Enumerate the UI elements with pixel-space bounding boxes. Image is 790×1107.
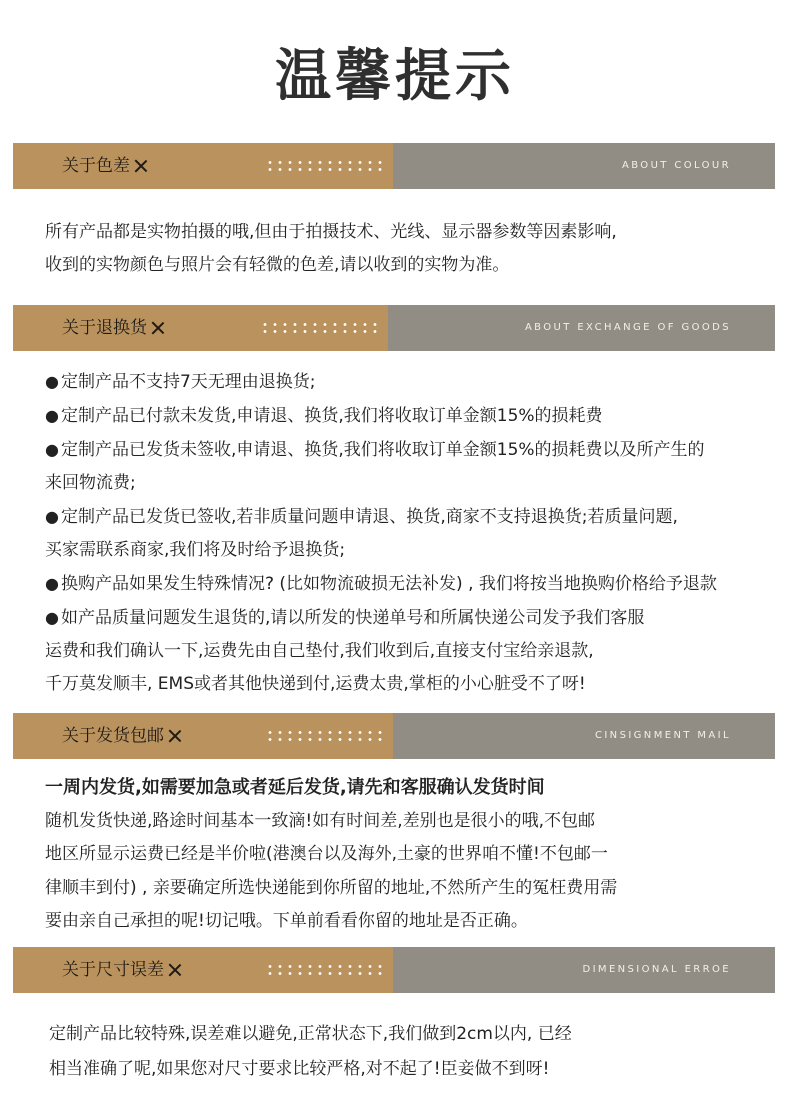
banner-gray-block — [388, 305, 775, 351]
banner-english-label: ABOUT COLOUR — [621, 160, 731, 171]
bullet-icon: ● — [45, 608, 59, 627]
banner-label — [62, 713, 182, 759]
banner-label — [62, 305, 165, 351]
text-line: 要由亲自己承担的呢!切记哦。下单前看看你留的地址是否正确。 — [45, 911, 528, 931]
list-item — [45, 399, 717, 433]
banner-label — [62, 947, 182, 993]
section-colour-text — [45, 216, 617, 281]
banner-label-text: 关于退换货 — [62, 318, 147, 338]
bullet-icon: ● — [45, 406, 59, 425]
list-item-text: 定制产品已发货已签收,若非质量问题申请退、换货,商家不支持退换货;若质量问题, — [60, 507, 678, 527]
banner-label — [62, 143, 148, 189]
shipping-heading: 一周内发货,如需要加急或者延后发货,请先和客服确认发货时间 — [45, 777, 545, 798]
bullet-icon: ● — [45, 574, 59, 593]
section-exchange-text — [45, 365, 717, 701]
text-line: 地区所显示运费已经是半价啦(港澳台以及海外,土豪的世界咱不懂!不包邮一 — [45, 844, 608, 864]
banner-gray-block — [393, 713, 775, 759]
bullet-icon: ● — [45, 440, 59, 459]
text-line: 定制产品比较特殊,误差难以避免,正常状态下,我们做到2cm以内, 已经 — [49, 1024, 572, 1044]
dots-decoration — [260, 321, 380, 335]
close-x-icon — [134, 159, 148, 173]
banner-label-text: 关于色差 — [62, 156, 130, 176]
list-item — [45, 433, 717, 467]
text-line: 运费和我们确认一下,运费先由自己垫付,我们收到后,直接支付宝给亲退款, — [45, 641, 594, 661]
banner-gold-block — [13, 713, 393, 759]
banner-gray-block — [393, 143, 775, 189]
section-banner-shipping — [13, 713, 775, 759]
banner-label-text: 关于发货包邮 — [62, 726, 164, 746]
list-item-text: 定制产品已发货未签收,申请退、换货,我们将收取订单金额15%的损耗费以及所产生的 — [60, 440, 705, 460]
list-item-text: 换购产品如果发生特殊情况? (比如物流破损无法补发) , 我们将按当地换购价格给予退款 — [60, 574, 717, 594]
banner-gray-block — [393, 947, 775, 993]
text-line: 买家需联系商家,我们将及时给予退换货; — [45, 540, 346, 560]
text-line: 律顺丰到付) , 亲要确定所选快递能到你所留的地址,不然所产生的冤枉费用需 — [45, 877, 618, 898]
banner-gold-block — [13, 947, 393, 993]
list-item — [45, 601, 717, 635]
list-item — [45, 567, 717, 601]
section-banner-dimensions — [13, 947, 775, 993]
close-x-icon — [168, 963, 182, 977]
dots-decoration — [265, 729, 385, 743]
bullet-icon: ● — [45, 507, 59, 526]
list-item — [45, 500, 717, 534]
section-shipping-text — [45, 771, 617, 939]
text-line: 千万莫发顺丰, EMS或者其他快递到付,运费太贵,掌柜的小心脏受不了呀! — [45, 674, 586, 694]
bullet-icon: ● — [45, 372, 59, 391]
text-line: 相当准确了呢,如果您对尺寸要求比较严格,对不起了!臣妾做不到呀! — [49, 1059, 550, 1079]
list-item-text: 定制产品已付款未发货,申请退、换货,我们将收取订单金额15%的损耗费 — [60, 406, 603, 426]
banner-english-label: DIMENSIONAL ERROE — [582, 964, 731, 975]
text-line: 所有产品都是实物拍摄的哦,但由于拍摄技术、光线、显示器参数等因素影响, — [45, 222, 617, 242]
banner-label-text: 关于尺寸误差 — [62, 960, 164, 980]
section-banner-colour — [13, 143, 775, 189]
close-x-icon — [168, 729, 182, 743]
banner-english-label: CINSIGNMENT MAIL — [594, 730, 731, 741]
list-item — [45, 365, 717, 399]
list-item-text: 定制产品不支持7天无理由退换货; — [60, 372, 316, 392]
close-x-icon — [151, 321, 165, 335]
banner-gold-block — [13, 305, 388, 351]
banner-gold-block — [13, 143, 393, 189]
banner-english-label: ABOUT EXCHANGE OF GOODS — [524, 322, 731, 333]
text-line: 收到的实物颜色与照片会有轻微的色差,请以收到的实物为准。 — [45, 254, 510, 275]
text-line: 来回物流费; — [45, 473, 136, 493]
text-line: 随机发货快递,路途时间基本一致滴!如有时间差,差别也是很小的哦,不包邮 — [45, 810, 596, 831]
dots-decoration — [265, 159, 385, 173]
page-title: 温馨提示 — [275, 44, 515, 109]
dots-decoration — [265, 963, 385, 977]
list-item-text: 如产品质量问题发生退货的,请以所发的快递单号和所属快递公司发予我们客服 — [60, 608, 645, 628]
section-dimensions-text — [49, 1017, 572, 1087]
section-banner-exchange — [13, 305, 775, 351]
